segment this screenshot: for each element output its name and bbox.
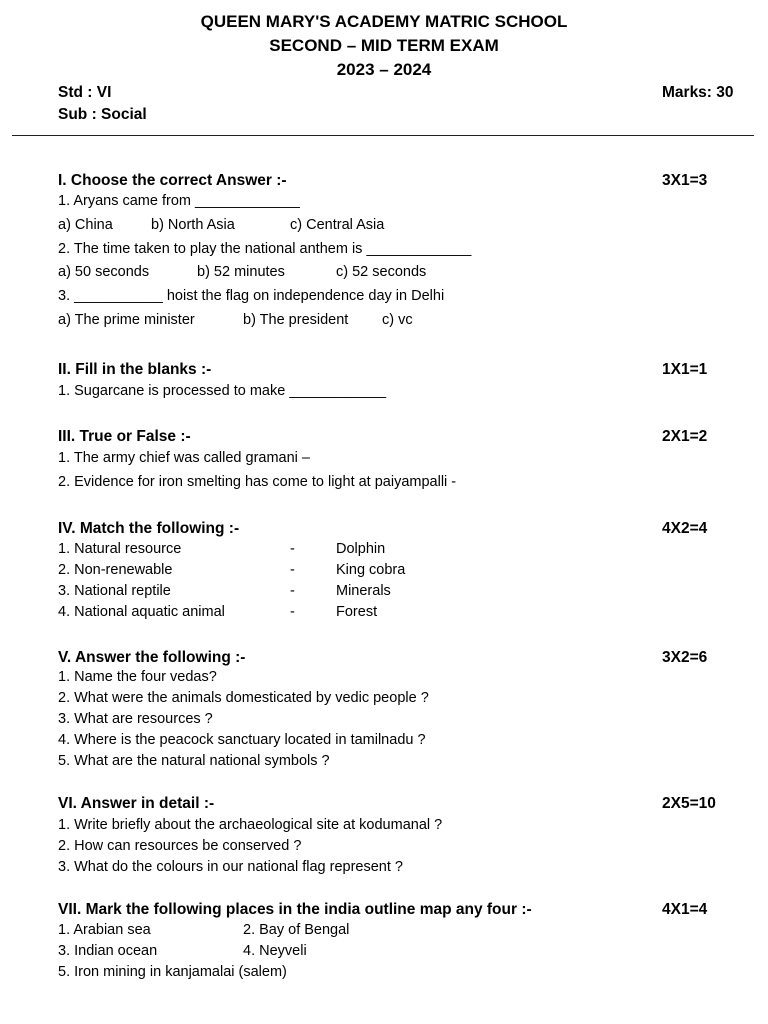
s1-q2-option-b: b) 52 minutes — [197, 264, 285, 280]
section-1-title: I. Choose the correct Answer :- — [58, 172, 287, 189]
section-3-title: III. True or False :- — [58, 428, 191, 445]
match-right-2: King cobra — [336, 562, 406, 578]
s5-question-5: 5. What are the natural national symbols ? — [58, 753, 330, 769]
s1-q2-option-c: c) 52 seconds — [336, 264, 427, 280]
s5-question-2: 2. What were the animals domesticated by vedic people ? — [58, 690, 429, 706]
s7-place-3: 3. Indian ocean — [58, 943, 158, 959]
s3-question-1: 1. The army chief was called gramani – — [58, 450, 310, 466]
school-name: QUEEN MARY'S ACADEMY MATRIC SCHOOL — [200, 12, 568, 31]
match-dash-1: - — [290, 541, 295, 557]
match-right-3: Minerals — [336, 583, 391, 599]
section-6-marks: 2X5=10 — [662, 795, 716, 812]
s7-place-1: 1. Arabian sea — [58, 922, 151, 938]
s7-place-4: 4. Neyveli — [243, 943, 307, 959]
s6-question-1: 1. Write briefly about the archaeological site at kodumanal ? — [58, 817, 443, 833]
subject-label: Sub : Social — [58, 106, 147, 123]
exam-year: 2023 – 2024 — [336, 60, 432, 79]
match-left-3: 3. National reptile — [58, 583, 171, 599]
match-dash-4: - — [290, 604, 295, 620]
s5-question-3: 3. What are resources ? — [58, 711, 213, 727]
section-2-title: II. Fill in the blanks :- — [58, 361, 212, 378]
s3-question-2: 2. Evidence for iron smelting has come to light at paiyampalli - — [58, 474, 457, 490]
s7-place-2: 2. Bay of Bengal — [243, 922, 350, 938]
s1-q1-option-c: c) Central Asia — [290, 217, 385, 233]
match-left-4: 4. National aquatic animal — [58, 604, 225, 620]
section-2-marks: 1X1=1 — [662, 361, 708, 378]
s6-question-2: 2. How can resources be conserved ? — [58, 838, 302, 854]
section-7-marks: 4X1=4 — [662, 901, 708, 918]
s5-question-1: 1. Name the four vedas? — [58, 669, 217, 685]
match-right-4: Forest — [336, 604, 378, 620]
section-3-marks: 2X1=2 — [662, 428, 708, 445]
section-5-title: V. Answer the following :- — [58, 649, 246, 666]
header-divider — [12, 135, 754, 136]
section-4-title: IV. Match the following :- — [58, 520, 240, 537]
section-1-marks: 3X1=3 — [662, 172, 708, 189]
exam-title: SECOND – MID TERM EXAM — [269, 36, 499, 55]
section-7-title: VII. Mark the following places in the india outline map any four :- — [58, 901, 532, 918]
match-dash-2: - — [290, 562, 295, 578]
match-left-1: 1. Natural resource — [58, 541, 182, 557]
s1-question-3: 3. ___________ hoist the flag on independence day in Delhi — [58, 288, 445, 304]
s7-place-5: 5. Iron mining in kanjamalai (salem) — [58, 964, 287, 980]
s6-question-3: 3. What do the colours in our national flag represent ? — [58, 859, 403, 875]
s1-q1-option-b: b) North Asia — [151, 217, 235, 233]
s1-q3-option-c: c) vc — [382, 312, 413, 328]
section-4-marks: 4X2=4 — [662, 520, 708, 537]
s1-question-1: 1. Aryans came from _____________ — [58, 193, 300, 209]
s1-q2-option-a: a) 50 seconds — [58, 264, 150, 280]
s2-question-1: 1. Sugarcane is processed to make ____________ — [58, 383, 387, 399]
standard-label: Std : VI — [58, 84, 112, 101]
match-dash-3: - — [290, 583, 295, 599]
s1-question-2: 2. The time taken to play the national anthem is _____________ — [58, 241, 472, 257]
total-marks: Marks: 30 — [662, 84, 734, 101]
s1-q3-option-b: b) The president — [243, 312, 349, 328]
match-right-1: Dolphin — [336, 541, 386, 557]
section-6-title: VI. Answer in detail :- — [58, 795, 215, 812]
section-5-marks: 3X2=6 — [662, 649, 708, 666]
match-left-2: 2. Non-renewable — [58, 562, 173, 578]
s5-question-4: 4. Where is the peacock sanctuary located in tamilnadu ? — [58, 732, 426, 748]
s1-q1-option-a: a) China — [58, 217, 113, 233]
s1-q3-option-a: a) The prime minister — [58, 312, 195, 328]
